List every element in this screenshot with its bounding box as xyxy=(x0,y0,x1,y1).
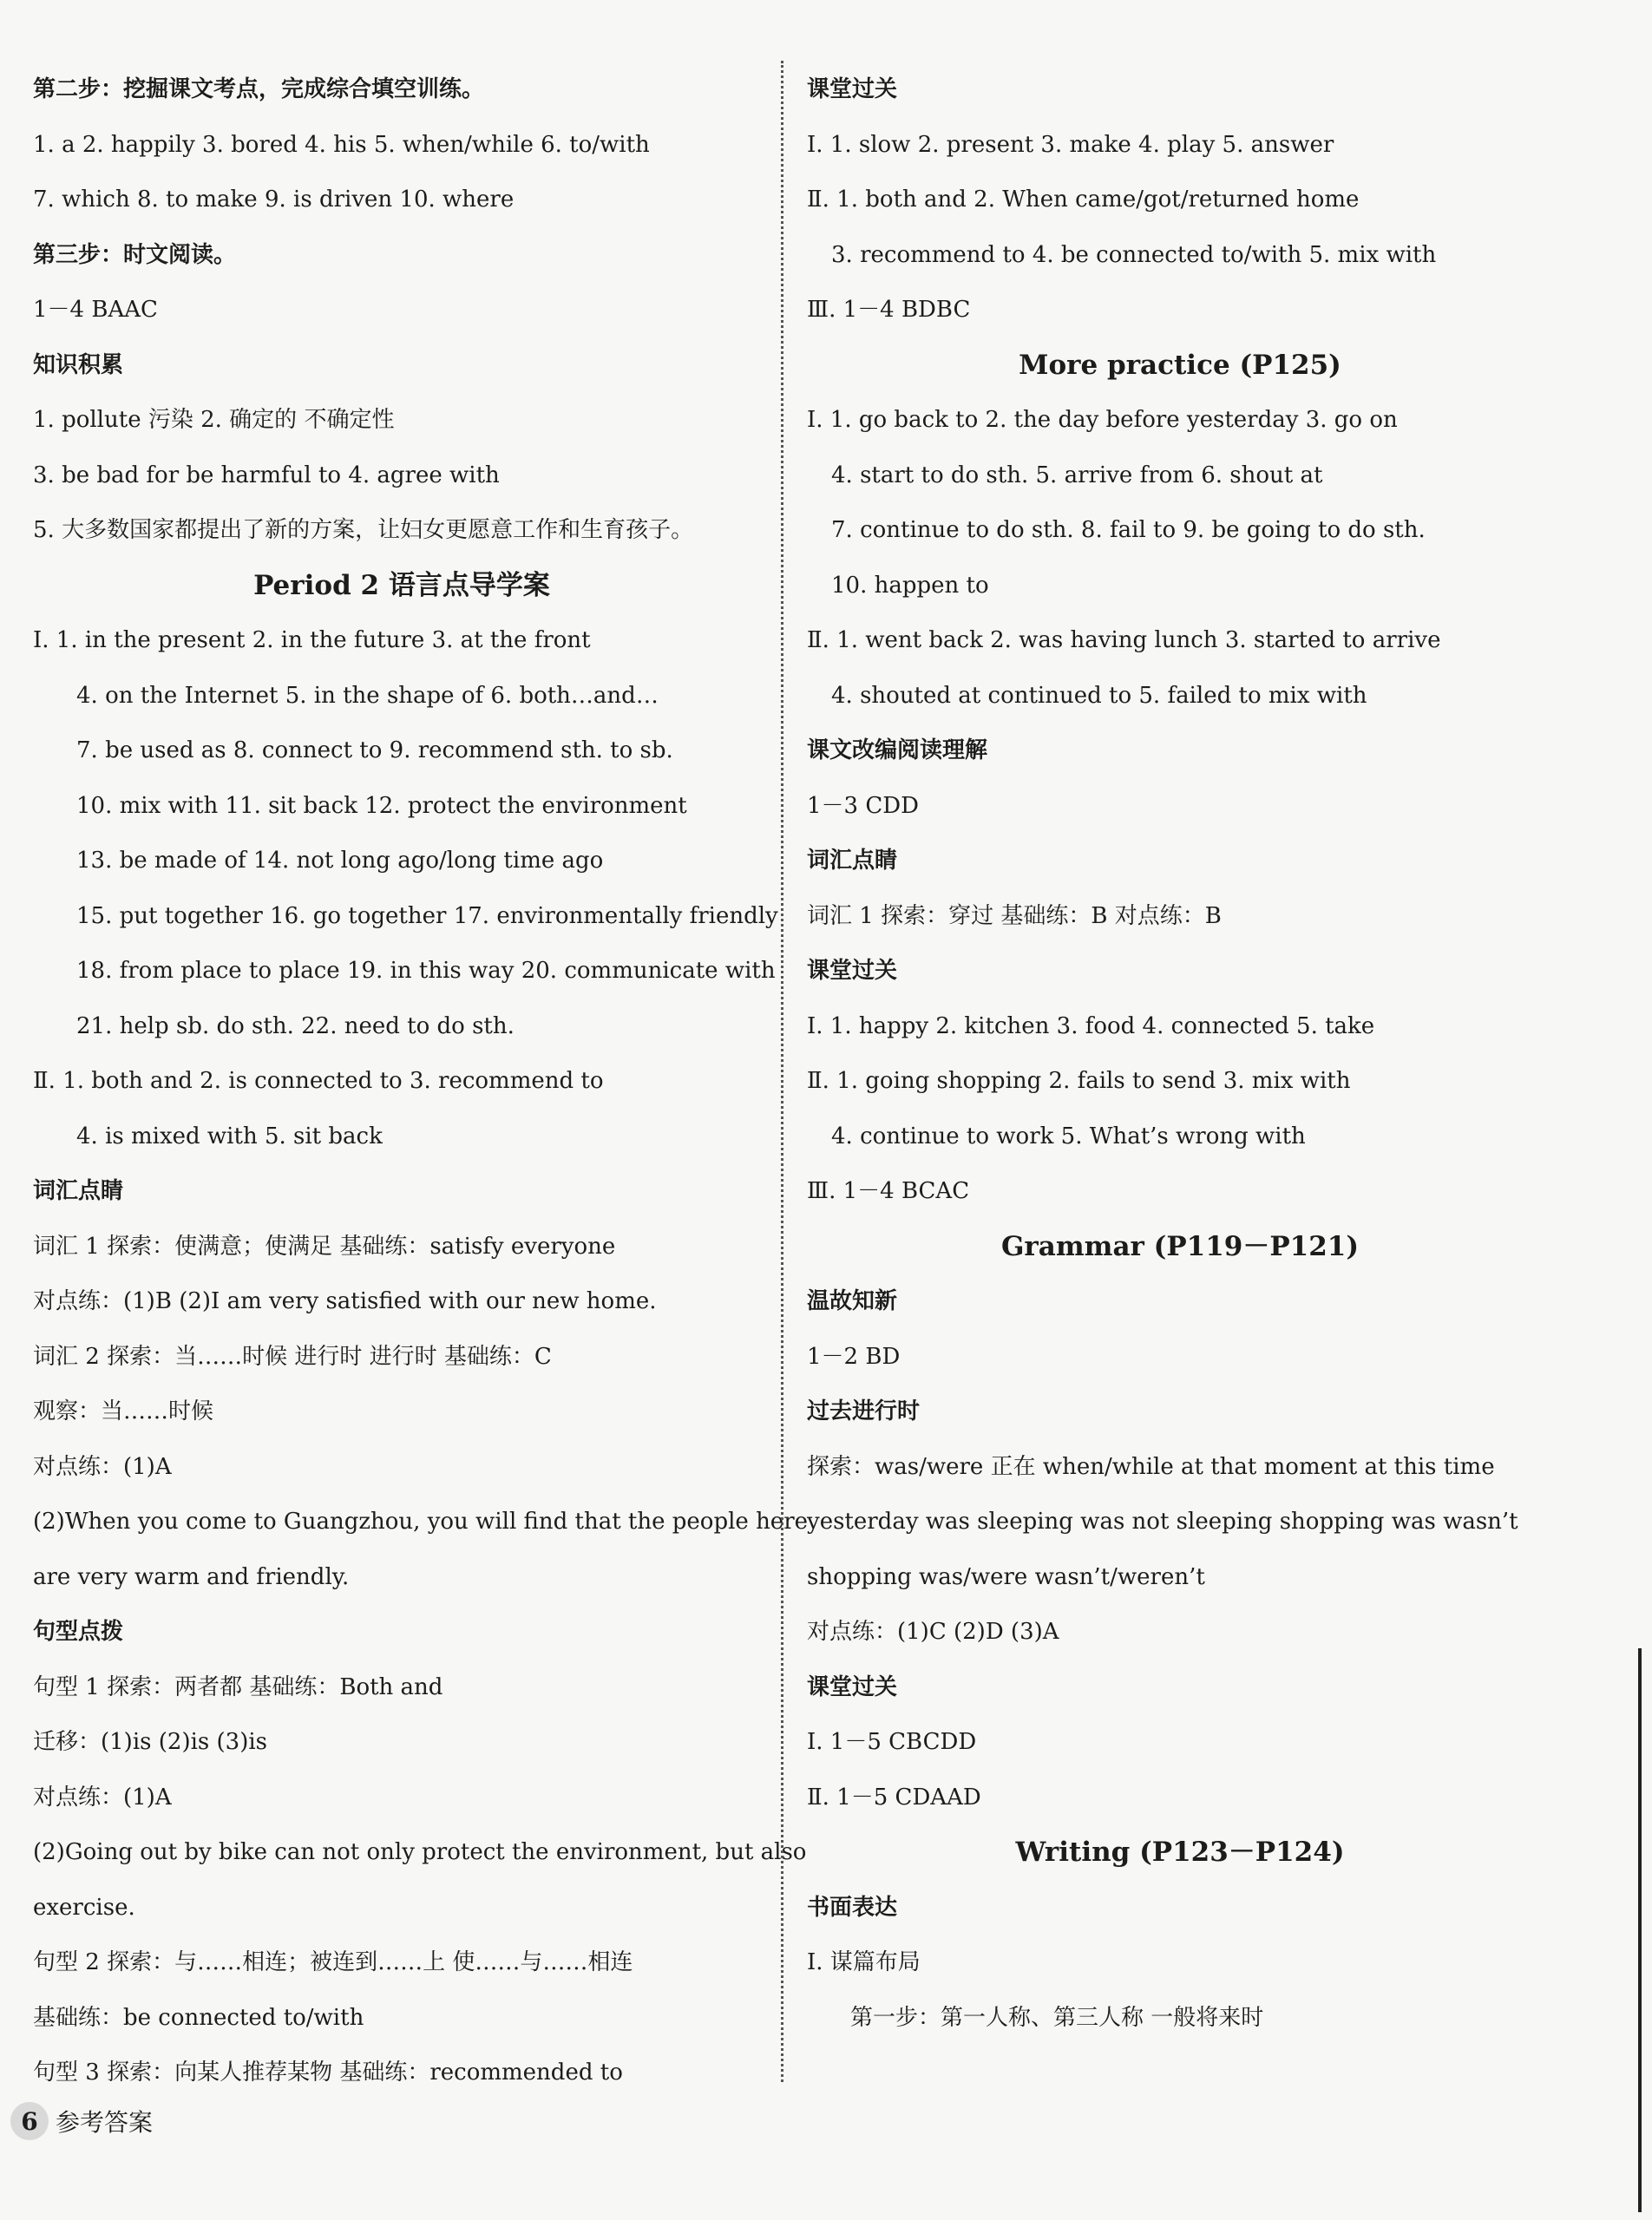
answer-line: yesterday was sleeping was not sleeping shopping was wasn’t xyxy=(807,1509,1518,1535)
section-title: Period 2 语言点导学案 xyxy=(253,569,550,601)
column-divider xyxy=(781,61,783,2082)
right-column xyxy=(807,62,1553,2046)
answer-line: 4. continue to work 5. What’s wrong with xyxy=(831,1123,1306,1149)
answer-line: 1－3 CDD xyxy=(807,792,919,819)
answer-line: Ⅰ. 谋篇布局 xyxy=(807,1949,921,1975)
answer-line: 21. help sb. do sth. 22. need to do sth. xyxy=(76,1012,515,1039)
answer-line: Ⅰ. 1. slow 2. present 3. make 4. play 5. answer xyxy=(807,131,1334,158)
answer-line: 对点练：(1)A xyxy=(33,1784,172,1811)
subsection-heading: 课堂过关 xyxy=(807,76,898,102)
section-title: Writing (P123－P124) xyxy=(1015,1837,1345,1868)
subsection-heading: 第二步：挖掘课文考点，完成综合填空训练。 xyxy=(33,76,485,102)
answer-line: Ⅲ. 1－4 BCAC xyxy=(807,1178,970,1204)
answer-line: 4. shouted at continued to 5. failed to mix with xyxy=(831,682,1367,709)
answer-line: 7. continue to do sth. 8. fail to 9. be going to do sth. xyxy=(831,517,1426,543)
answer-line: are very warm and friendly. xyxy=(33,1563,350,1590)
answer-line: Ⅱ. 1－5 CDAAD xyxy=(807,1784,981,1811)
answer-line: 7. which 8. to make 9. is driven 10. where xyxy=(33,187,515,213)
answer-line: 15. put together 16. go together 17. environmentally friendly xyxy=(76,902,778,929)
answer-line: 4. on the Internet 5. in the shape of 6. both…and… xyxy=(76,682,659,709)
footer-label: 参考答案 xyxy=(56,2108,154,2137)
answer-line: 迁移：(1)is (2)is (3)is xyxy=(33,1729,267,1755)
subsection-heading: 书面表达 xyxy=(807,1894,898,1921)
answer-line: Ⅰ. 1. happy 2. kitchen 3. food 4. connected 5. take xyxy=(807,1012,1375,1039)
answer-line: exercise. xyxy=(33,1894,135,1921)
answer-line: 1－2 BD xyxy=(807,1343,901,1370)
answer-line: 词汇 2 探索：当……时候 进行时 进行时 基础练：C xyxy=(33,1343,552,1370)
answer-line: 句型 3 探索：向某人推荐某物 基础练：recommended to xyxy=(33,2060,623,2086)
subsection-heading: 词汇点睛 xyxy=(807,848,898,874)
subsection-heading: 第三步：时文阅读。 xyxy=(33,241,237,268)
answer-line: Ⅲ. 1－4 BDBC xyxy=(807,297,971,323)
answer-line: 3. recommend to 4. be connected to/with 5. mix with xyxy=(831,241,1437,268)
answer-line: Ⅰ. 1. go back to 2. the day before yesterday 3. go on xyxy=(807,407,1398,433)
answer-line: 词汇 1 探索：穿过 基础练：B 对点练：B xyxy=(807,902,1222,929)
answer-line: 第一步：第一人称、第三人称 一般将来时 xyxy=(850,2004,1264,2031)
answer-line: 10. happen to xyxy=(831,572,989,599)
subsection-heading: 句型点拨 xyxy=(33,1619,124,1645)
answer-line: 探索：was/were 正在 when/while at that moment at this time xyxy=(807,1453,1495,1480)
subsection-heading: 温故知新 xyxy=(807,1288,898,1314)
answer-line: 5. 大多数国家都提出了新的方案，让妇女更愿意工作和生育孩子。 xyxy=(33,517,694,543)
answer-line: 1. a 2. happily 3. bored 4. his 5. when/while 6. to/with xyxy=(33,131,650,158)
answer-line: 观察：当……时候 xyxy=(33,1398,214,1424)
answer-line: 3. be bad for be harmful to 4. agree with xyxy=(33,462,500,488)
answer-line: 词汇 1 探索：使满意；使满足 基础练：satisfy everyone xyxy=(33,1233,616,1260)
answer-line: 13. be made of 14. not long ago/long time ago xyxy=(76,848,604,874)
answer-line: Ⅰ. 1－5 CBCDD xyxy=(807,1729,977,1755)
page-number: 6 xyxy=(10,2102,49,2140)
answer-line: 对点练：(1)B (2)I am very satisfied with our new home. xyxy=(33,1288,657,1314)
answer-line: 4. start to do sth. 5. arrive from 6. shout at xyxy=(831,462,1323,488)
page-footer xyxy=(10,2099,153,2143)
answer-line: 句型 1 探索：两者都 基础练：Both and xyxy=(33,1673,443,1700)
answer-line: 18. from place to place 19. in this way 20. communicate with xyxy=(76,958,776,984)
answer-line: 1. pollute 污染 2. 确定的 不确定性 xyxy=(33,407,395,433)
answer-line: 基础练：be connected to/with xyxy=(33,2004,364,2031)
answer-line: 1－4 BAAC xyxy=(33,297,158,323)
subsection-heading: 过去进行时 xyxy=(807,1398,921,1424)
answer-line: shopping was/were wasn’t/weren’t xyxy=(807,1563,1205,1590)
answer-line: (2)When you come to Guangzhou, you will find that the people here xyxy=(33,1509,809,1535)
page-edge-line xyxy=(1638,1648,1642,2212)
subsection-heading: 词汇点睛 xyxy=(33,1178,124,1204)
answer-line: Ⅱ. 1. going shopping 2. fails to send 3. mix with xyxy=(807,1068,1351,1094)
answer-line: 7. be used as 8. connect to 9. recommend sth. to sb. xyxy=(76,737,673,763)
left-column xyxy=(33,62,809,2101)
subsection-heading: 课堂过关 xyxy=(807,958,898,984)
answer-line: 句型 2 探索：与……相连；被连到……上 使……与……相连 xyxy=(33,1949,633,1975)
subsection-heading: 课文改编阅读理解 xyxy=(807,737,988,763)
answer-line: 对点练：(1)C (2)D (3)A xyxy=(807,1619,1059,1645)
subsection-heading: 课堂过关 xyxy=(807,1673,898,1700)
answer-line: Ⅱ. 1. went back 2. was having lunch 3. started to arrive xyxy=(807,627,1441,653)
section-title: Grammar (P119－P121) xyxy=(1000,1230,1360,1262)
section-title: More practice (P125) xyxy=(1019,349,1341,381)
answer-line: (2)Going out by bike can not only protect the environment, but also xyxy=(33,1839,807,1865)
answer-line: 对点练：(1)A xyxy=(33,1453,172,1480)
answer-line: 10. mix with 11. sit back 12. protect the environment xyxy=(76,792,687,819)
answer-line: Ⅰ. 1. in the present 2. in the future 3. at the front xyxy=(33,627,591,653)
subsection-heading: 知识积累 xyxy=(33,351,124,378)
answer-line: 4. is mixed with 5. sit back xyxy=(76,1123,383,1149)
answer-line: Ⅱ. 1. both and 2. When came/got/returned home xyxy=(807,187,1360,213)
answer-line: Ⅱ. 1. both and 2. is connected to 3. recommend to xyxy=(33,1068,604,1094)
